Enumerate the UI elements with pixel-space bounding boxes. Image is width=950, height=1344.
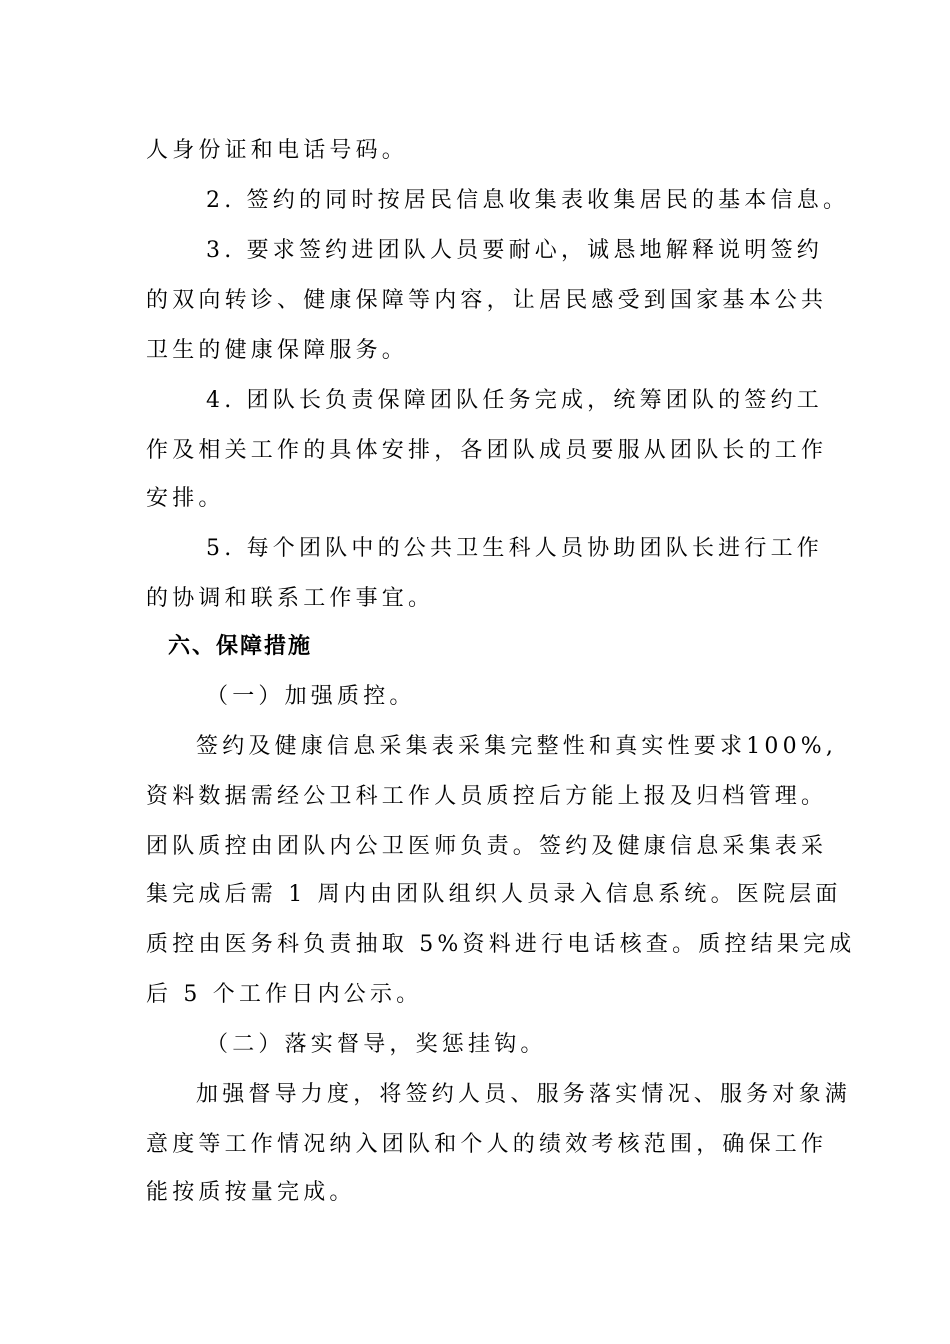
paragraph-line: 卫生的健康保障服务。 [146,338,409,363]
paragraph-line: 后 5 个工作日内公示。 [146,982,423,1007]
paragraph-line: 签约及健康信息采集表采集完整性和真实性要求100%, [196,734,838,759]
list-item-4: 4. 团队长负责保障团队任务完成，统筹团队的签约工 [206,388,823,413]
list-item-5: 5. 每个团队中的公共卫生科人员协助团队长进行工作 [206,536,823,561]
paragraph-line: 的协调和联系工作事宜。 [146,586,435,611]
paragraph-line: 质控由医务科负责抽取 5%资料进行电话核查。质控结果完成 [146,932,856,957]
paragraph-line: 集完成后需 1 周内由团队组织人员录入信息系统。医院层面 [146,882,842,907]
section-heading: 六、保障措施 [168,634,313,659]
paragraph-line: 能按质按量完成。 [146,1180,356,1205]
list-item-2: 2. 签约的同时按居民信息收集表收集居民的基本信息。 [206,188,850,213]
paragraph-line: 作及相关工作的具体安排，各团队成员要服从团队长的工作 [146,438,828,463]
paragraph-line: 加强督导力度，将签约人员、服务落实情况、服务对象满 [196,1082,852,1107]
paragraph-line: 的双向转诊、健康保障等内容，让居民感受到国家基本公共 [146,288,828,313]
paragraph-line: 意度等工作情况纳入团队和个人的绩效考核范围，确保工作 [146,1132,828,1157]
paragraph-line: 安排。 [146,486,225,511]
paragraph-line: 团队质控由团队内公卫医师负责。签约及健康信息采集表采 [146,834,828,859]
paragraph-line: 资料数据需经公卫科工作人员质控后方能上报及归档管理。 [146,784,828,809]
subsection-heading: （二）落实督导，奖惩挂钩。 [206,1032,547,1057]
subsection-heading: （一）加强质控。 [206,684,416,709]
list-item-3: 3. 要求签约进团队人员要耐心，诚恳地解释说明签约 [206,238,823,263]
paragraph-line: 人身份证和电话号码。 [146,138,409,163]
